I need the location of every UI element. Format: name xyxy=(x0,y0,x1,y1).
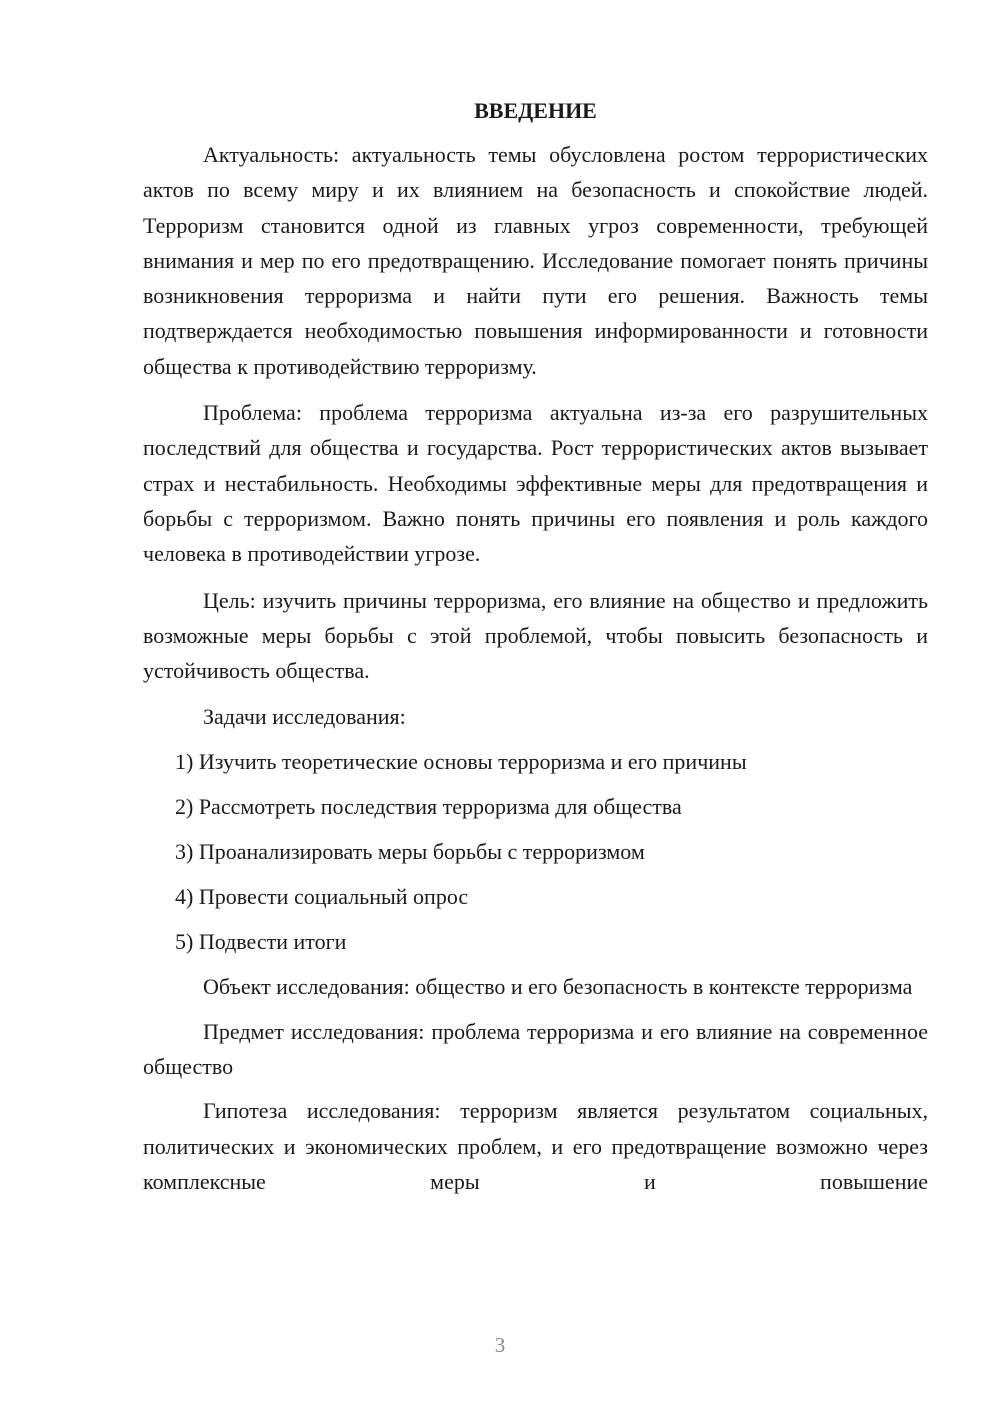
hypothesis-paragraph: Гипотеза исследования: терроризм является результатом социальных, политических и экономических проблем, и его предотвращение возможно через комплексные меры и повышение xyxy=(143,1098,928,1194)
list-item: 3) Проанализировать меры борьбы с терроризмом xyxy=(175,839,645,865)
list-item: 2) Рассмотреть последствия терроризма для общества xyxy=(175,794,682,820)
object-paragraph: Объект исследования: общество и его безопасность в контексте терроризма xyxy=(203,974,913,1000)
document-page xyxy=(143,96,928,1210)
subject-paragraph: Предмет исследования: проблема терроризма и его влияние на современное общество xyxy=(143,1018,928,1080)
list-item: 1) Изучить теоретические основы терроризма и его причины xyxy=(175,749,747,775)
list-item: 4) Провести социальный опрос xyxy=(175,884,469,910)
page-number: 3 xyxy=(494,1333,506,1357)
relevance-paragraph: Актуальность: актуальность темы обусловлена ростом террористических актов по всему миру и их влиянием на безопасность и спокойствие людей. Терроризм становится одной из главных угроз современности, требующей внимания и мер по его предотвращению. Исследование помогает понять причины возникновения терроризма и найти пути его решения. Важность темы подтверждается необходимостью повышения информированности и готовности общества к противодействию терроризму. xyxy=(143,142,928,379)
tasks-list xyxy=(143,744,928,959)
goal-paragraph: Цель: изучить причины терроризма, его влияние на общество и предложить возможные меры борьбы с этой проблемой, чтобы повысить безопасность и устойчивость общества. xyxy=(143,587,928,684)
problem-paragraph: Проблема: проблема терроризма актуальна из-за его разрушительных последствий для общества и государства. Рост террористических актов вызывает страх и нестабильность. Необходимы эффективные меры для предотвращения и борьбы с терроризмом. Важно понять причины его появления и роль каждого человека в противодействии угрозе. xyxy=(143,400,928,567)
tasks-heading: Задачи исследования: xyxy=(203,704,406,730)
list-item: 5) Подвести итоги xyxy=(175,929,347,955)
page-title: ВВЕДЕНИЕ xyxy=(474,98,597,123)
